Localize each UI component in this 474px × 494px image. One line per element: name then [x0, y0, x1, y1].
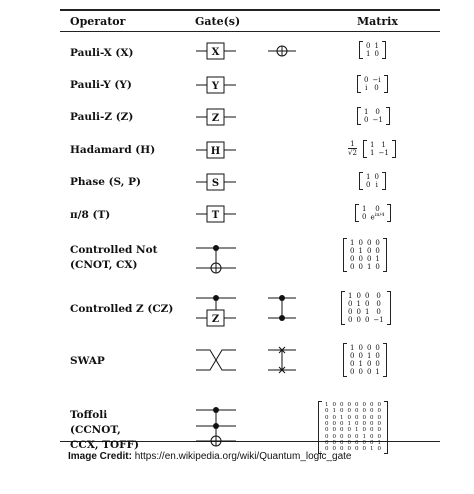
matrix-t	[360, 205, 386, 221]
gate-label-x: X	[211, 47, 220, 58]
matrix-cz-entry: 0	[356, 316, 361, 325]
matrix-h-entry: −1	[378, 149, 389, 158]
matrix-toffoli-entry: 0	[355, 414, 359, 421]
matrix-toffoli-entry: 0	[332, 414, 336, 421]
operator-toffoli-line-3: CCX, TOFF)	[70, 439, 140, 451]
operator-pauli-z: Pauli-Z (Z)	[70, 111, 134, 123]
matrix-toffoli-entry: 0	[362, 414, 366, 421]
matrix-toffoli-entry: 1	[332, 408, 336, 415]
matrix-cz-entry: 1	[356, 300, 361, 309]
matrix-t-entry: 0	[362, 213, 367, 222]
matrix-toffoli-entry: 1	[347, 420, 351, 427]
matrix-toffoli-entry: 1	[340, 414, 344, 421]
matrix-cz-entry: 0	[364, 300, 370, 309]
matrix-swap-entry: 0	[366, 360, 372, 369]
matrix-t-entry: 0	[375, 205, 380, 213]
operator-cnot-line-2: (CNOT, CX)	[70, 259, 138, 271]
matrix-toffoli-entry: 0	[362, 402, 366, 408]
matrix-cz-entry: 0	[364, 292, 370, 300]
matrix-toffoli-entry: 0	[362, 427, 366, 434]
matrix-x	[364, 42, 381, 58]
matrix-swap-entry: 1	[375, 368, 380, 377]
matrix-toffoli-entry: 0	[377, 402, 381, 408]
matrix-swap-entry: 0	[375, 360, 380, 369]
operator-hadamard: Hadamard (H)	[70, 144, 156, 156]
gate-label-y: Y	[211, 81, 220, 92]
matrix-cz	[346, 292, 386, 324]
matrix-s-entry: 1	[366, 173, 371, 181]
matrix-swap-entry: 1	[366, 352, 372, 361]
matrix-cnot-entry: 1	[358, 247, 363, 256]
matrix-t-entry: 1	[362, 205, 367, 213]
matrix-swap-entry: 0	[350, 368, 355, 377]
matrix-h	[368, 141, 391, 157]
matrix-x-entry: 1	[366, 50, 371, 59]
matrix-swap-entry: 0	[358, 352, 363, 361]
matrix-toffoli-entry: 0	[340, 427, 344, 434]
matrix-swap-entry: 1	[350, 344, 355, 352]
matrix-cnot-entry: 0	[366, 247, 372, 256]
matrix-cz-entry: 0	[348, 300, 353, 309]
matrix-s	[364, 173, 381, 189]
header-gates: Gate(s)	[195, 15, 241, 28]
matrix-z-entry: 0	[364, 116, 369, 125]
matrix-y-entry: 0	[364, 76, 369, 84]
gate-label-h: H	[210, 146, 221, 157]
operator-cz: Controlled Z (CZ)	[70, 303, 174, 315]
matrix-swap-entry: 0	[358, 368, 363, 377]
matrix-toffoli-entry: 0	[377, 420, 381, 427]
matrix-toffoli-entry: 0	[370, 433, 374, 440]
matrix-toffoli-entry: 1	[370, 446, 374, 453]
matrix-toffoli-entry: 0	[340, 420, 344, 427]
matrix-swap	[348, 344, 382, 376]
matrix-toffoli-entry: 0	[325, 427, 329, 434]
matrix-toffoli-entry: 0	[325, 414, 329, 421]
hadamard-scalar-den: √2	[348, 149, 357, 157]
cz-alt-dot-2	[279, 315, 285, 321]
matrix-cz-entry: −1	[373, 316, 384, 325]
operator-t: π/8 (T)	[70, 209, 111, 221]
matrix-toffoli-entry: 0	[355, 433, 359, 440]
matrix-toffoli-entry: 0	[325, 439, 329, 446]
matrix-toffoli-entry: 0	[370, 439, 374, 446]
matrix-cnot-entry: 0	[350, 263, 355, 272]
matrix-y-entry: −i	[372, 76, 381, 84]
matrix-s-entry: i	[375, 181, 378, 190]
matrix-toffoli-entry: 0	[370, 420, 374, 427]
matrix-toffoli-entry: 0	[340, 446, 344, 453]
matrix-cz-entry: 0	[364, 316, 370, 325]
matrix-cnot-entry: 0	[358, 239, 363, 247]
matrix-h-entry: 1	[370, 149, 375, 158]
matrix-toffoli-entry: 0	[332, 439, 336, 446]
swap-wire-b	[196, 350, 236, 370]
gate-label-cz: Z	[211, 314, 220, 325]
matrix-cnot-entry: 1	[375, 255, 380, 264]
matrix-toffoli-entry: 0	[377, 446, 381, 453]
matrix-cnot-entry: 1	[350, 239, 355, 247]
matrix-toffoli-entry: 1	[362, 433, 366, 440]
matrix-toffoli-entry: 0	[340, 402, 344, 408]
matrix-toffoli-entry: 0	[332, 427, 336, 434]
matrix-toffoli-entry: 0	[347, 446, 351, 453]
matrix-toffoli-entry: 0	[355, 439, 359, 446]
matrix-z-entry: 0	[375, 108, 380, 116]
matrix-toffoli-entry: 0	[332, 446, 336, 453]
matrix-toffoli-entry: 0	[362, 420, 366, 427]
matrix-y-entry: i	[365, 84, 368, 93]
matrix-toffoli-entry: 0	[332, 420, 336, 427]
matrix-cnot-entry: 0	[375, 247, 380, 256]
matrix-toffoli-entry: 0	[362, 446, 366, 453]
matrix-z-entry: −1	[372, 116, 383, 125]
matrix-toffoli-entry: 0	[340, 408, 344, 415]
matrix-cnot-entry: 0	[366, 255, 372, 264]
matrix-toffoli-entry: 0	[325, 433, 329, 440]
matrix-toffoli-entry: 1	[355, 427, 359, 434]
matrix-toffoli-entry: 0	[325, 446, 329, 453]
image-credit	[68, 451, 351, 462]
matrix-y-entry: 0	[374, 84, 379, 93]
matrix-toffoli-entry: 0	[347, 427, 351, 434]
matrix-toffoli-entry: 0	[362, 439, 366, 446]
toffoli-control-dot-1	[213, 407, 219, 413]
matrix-toffoli-entry: 0	[340, 439, 344, 446]
gate-label-z: Z	[211, 113, 220, 124]
matrix-toffoli-entry: 0	[370, 414, 374, 421]
header-operator: Operator	[70, 15, 126, 28]
operator-pauli-x: Pauli-X (X)	[70, 47, 134, 59]
matrix-cnot	[348, 239, 382, 271]
matrix-z	[362, 108, 385, 124]
matrix-t-entry: $e^{i\pi/4}$	[370, 212, 385, 222]
cnot-control-dot	[213, 245, 219, 251]
matrix-swap-entry: 1	[358, 360, 363, 369]
matrix-toffoli-entry: 0	[355, 446, 359, 453]
matrix-cnot-entry: 0	[350, 255, 355, 264]
matrix-toffoli-entry: 0	[355, 402, 359, 408]
matrix-cnot-entry: 0	[375, 239, 380, 247]
matrix-swap-entry: 0	[375, 352, 380, 361]
matrix-s-entry: 0	[366, 181, 371, 190]
matrix-h-entry: 1	[370, 141, 375, 149]
image-credit-url[interactable]: https://en.wikipedia.org/wiki/Quantum_logic_gate	[134, 451, 352, 462]
matrix-toffoli-entry: 0	[370, 427, 374, 434]
hadamard-scalar-num: 1	[348, 140, 357, 149]
matrix-toffoli-entry: 0	[332, 433, 336, 440]
operator-cnot-line-1: Controlled Not	[70, 244, 158, 256]
matrix-toffoli-entry: 0	[340, 433, 344, 440]
matrix-cz-entry: 0	[348, 316, 353, 325]
matrix-swap-entry: 0	[366, 344, 372, 352]
matrix-cz-entry: 0	[348, 308, 353, 317]
matrix-x-entry: 1	[374, 42, 379, 50]
operator-pauli-y: Pauli-Y (Y)	[70, 79, 132, 91]
matrix-toffoli-entry: 0	[325, 420, 329, 427]
matrix-swap-entry: 0	[375, 344, 380, 352]
matrix-toffoli-entry: 0	[377, 408, 381, 415]
matrix-cnot-entry: 0	[358, 255, 363, 264]
cz-alt-dot-1	[279, 295, 285, 301]
matrix-toffoli-entry: 0	[347, 433, 351, 440]
matrix-cz-entry: 0	[356, 292, 361, 300]
hadamard-scalar	[348, 140, 357, 157]
matrix-toffoli-entry: 0	[370, 408, 374, 415]
matrix-toffoli-entry: 1	[325, 402, 329, 408]
gate-label-t: T	[211, 210, 220, 221]
matrix-cnot-entry: 0	[358, 263, 363, 272]
matrix-z-entry: 1	[364, 108, 369, 116]
matrix-cz-entry: 0	[376, 308, 381, 317]
matrix-toffoli-entry: 0	[355, 408, 359, 415]
toffoli-control-dot-2	[213, 423, 219, 429]
header-matrix: Matrix	[357, 15, 398, 28]
matrix-x-entry: 0	[374, 50, 379, 59]
matrix-toffoli-entry: 0	[377, 414, 381, 421]
matrix-toffoli-entry: 0	[325, 408, 329, 415]
matrix-cnot-entry: 0	[375, 263, 380, 272]
matrix-toffoli	[323, 402, 383, 453]
matrix-swap-entry: 0	[350, 360, 355, 369]
matrix-toffoli-entry: 0	[347, 402, 351, 408]
gate-label-s: S	[211, 178, 220, 189]
matrix-h-entry: 1	[381, 141, 386, 149]
matrix-cz-entry: 1	[348, 292, 353, 300]
matrix-x-entry: 0	[366, 42, 371, 50]
matrix-s-entry: 0	[374, 173, 379, 181]
matrix-cnot-entry: 1	[366, 263, 372, 272]
operator-phase: Phase (S, P)	[70, 176, 141, 188]
cz-control-dot	[213, 295, 219, 301]
matrix-toffoli-entry: 0	[377, 433, 381, 440]
matrix-toffoli-entry: 0	[347, 439, 351, 446]
matrix-toffoli-entry: 0	[377, 427, 381, 434]
operator-swap: SWAP	[70, 355, 105, 367]
matrix-cnot-entry: 0	[366, 239, 372, 247]
image-credit-label: Image Credit:	[68, 451, 132, 462]
matrix-cz-entry: 0	[356, 308, 361, 317]
matrix-toffoli-entry: 0	[362, 408, 366, 415]
matrix-swap-entry: 0	[350, 352, 355, 361]
operator-toffoli-line-1: Toffoli	[70, 409, 108, 421]
matrix-cz-entry: 0	[376, 292, 381, 300]
matrix-toffoli-entry: 0	[332, 402, 336, 408]
matrix-toffoli-entry: 1	[377, 439, 381, 446]
matrix-cz-entry: 1	[364, 308, 370, 317]
matrix-cnot-entry: 0	[350, 247, 355, 256]
matrix-toffoli-entry: 0	[347, 414, 351, 421]
matrix-toffoli-entry: 0	[370, 402, 374, 408]
matrix-toffoli-entry: 0	[355, 420, 359, 427]
matrix-y	[362, 76, 383, 92]
matrix-swap-entry: 0	[358, 344, 363, 352]
operator-toffoli-line-2: (CCNOT,	[70, 424, 121, 436]
matrix-cz-entry: 0	[376, 300, 381, 309]
matrix-swap-entry: 0	[366, 368, 372, 377]
matrix-toffoli-entry: 0	[347, 408, 351, 415]
